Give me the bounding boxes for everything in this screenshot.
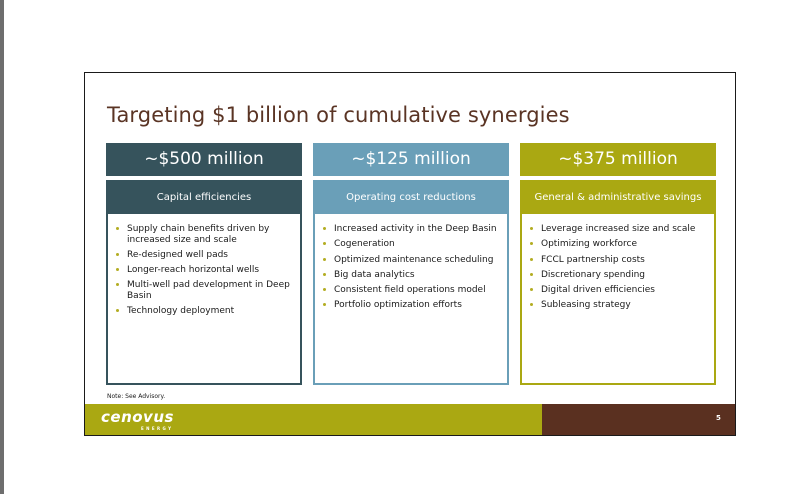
synergy-item-list <box>108 214 300 317</box>
list-item <box>530 285 708 296</box>
list-item-text: Leverage increased size and scale <box>541 224 696 234</box>
list-item <box>530 255 708 266</box>
list-item <box>116 265 294 276</box>
cenovus-logo: cenovus <box>101 408 174 426</box>
synergy-amount: ~$375 million <box>520 143 716 176</box>
list-item <box>530 270 708 281</box>
bullet-icon <box>530 288 533 291</box>
list-item <box>323 285 501 296</box>
bullet-icon <box>116 253 119 256</box>
bullet-icon <box>323 227 326 230</box>
synergy-box <box>106 180 302 385</box>
synergy-box <box>520 180 716 385</box>
synergy-category-heading: Capital efficiencies <box>108 182 300 214</box>
bullet-icon <box>116 268 119 271</box>
slide-title: Targeting $1 billion of cumulative synergies <box>107 103 570 127</box>
synergy-item-list <box>522 214 714 311</box>
bullet-icon <box>323 303 326 306</box>
list-item-text: Cogeneration <box>334 239 395 250</box>
bullet-icon <box>116 283 119 286</box>
list-item-text: Longer-reach horizontal wells <box>127 265 260 276</box>
list-item <box>323 224 501 235</box>
bullet-icon <box>323 242 326 245</box>
bullet-icon <box>116 227 119 230</box>
list-item <box>116 280 294 301</box>
list-item-text: Increased activity in the Deep Basin <box>334 224 497 234</box>
list-item <box>116 306 294 317</box>
synergy-category-heading: Operating cost reductions <box>315 182 507 214</box>
list-item-text: Big data analytics <box>334 269 415 280</box>
synergy-column-capital <box>106 143 302 385</box>
bullet-icon <box>530 227 533 230</box>
list-item-text: FCCL partnership costs <box>541 254 645 265</box>
cenovus-logo-subtext: ENERGY <box>141 426 174 431</box>
bullet-icon <box>323 273 326 276</box>
bullet-icon <box>530 242 533 245</box>
list-item <box>530 224 708 235</box>
list-item <box>323 239 501 250</box>
list-item-text: Optimized maintenance scheduling <box>334 254 494 265</box>
list-item-text: Supply chain benefits driven by increased size and scale <box>127 224 270 245</box>
footer-page-band <box>542 404 736 436</box>
synergy-column-ga <box>520 143 716 385</box>
advisory-note: Note: See Advisory. <box>107 393 166 400</box>
synergy-box <box>313 180 509 385</box>
list-item <box>323 270 501 281</box>
list-item-text: Portfolio optimization efforts <box>334 300 462 311</box>
synergy-amount: ~$500 million <box>106 143 302 176</box>
bullet-icon <box>323 258 326 261</box>
list-item-text: Multi-well pad development in Deep Basin <box>127 280 290 301</box>
list-item-text: Digital driven efficiencies <box>541 285 655 296</box>
list-item <box>116 250 294 261</box>
list-item <box>530 300 708 311</box>
list-item-text: Subleasing strategy <box>541 300 631 311</box>
list-item-text: Technology deployment <box>127 306 235 317</box>
list-item <box>323 255 501 266</box>
bullet-icon <box>323 288 326 291</box>
list-item-text: Optimizing workforce <box>541 239 638 250</box>
footer-brand-band <box>85 404 542 436</box>
slide <box>84 72 736 436</box>
viewer-left-edge <box>0 0 4 494</box>
list-item-text: Re-designed well pads <box>127 249 228 260</box>
list-item <box>116 224 294 245</box>
list-item <box>530 239 708 250</box>
list-item-text: Discretionary spending <box>541 269 646 280</box>
bullet-icon <box>116 309 119 312</box>
synergy-column-operating <box>313 143 509 385</box>
list-item-text: Consistent field operations model <box>334 285 486 296</box>
synergy-amount: ~$125 million <box>313 143 509 176</box>
bullet-icon <box>530 303 533 306</box>
slide-footer <box>85 404 736 436</box>
bullet-icon <box>530 273 533 276</box>
page-number: 5 <box>716 414 721 422</box>
synergy-category-heading: General & administrative savings <box>522 182 714 214</box>
list-item <box>323 300 501 311</box>
bullet-icon <box>530 258 533 261</box>
synergy-item-list <box>315 214 507 311</box>
